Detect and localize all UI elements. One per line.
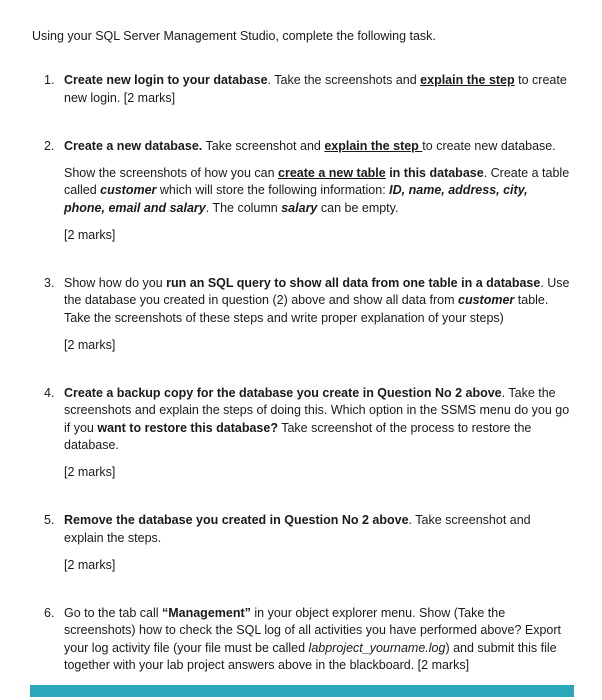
text-segment: in your object explorer menu. Show (Take the screenshots) how to check the SQL log of all activities you have performed above? Export your log activity file (your file must be called	[64, 606, 562, 655]
text-segment: Create a new database.	[64, 138, 203, 153]
text-segment: . Take the screenshots and	[267, 73, 421, 88]
marks-text: [2 marks]	[64, 557, 116, 572]
text-segment: Take screenshot and	[202, 138, 325, 153]
task-item-3	[32, 275, 572, 354]
text-segment: . Use the database you created in question (2) above and show all data from	[64, 276, 570, 308]
text-segment: run an SQL query to show all data from one table in a database	[166, 276, 541, 290]
text-segment: labproject_yourname.log	[308, 640, 446, 655]
text-segment: create a new table	[278, 166, 386, 180]
text-segment: Create new login to your database	[64, 73, 268, 88]
text-segment: in this database	[389, 166, 484, 180]
item-paragraph	[64, 605, 572, 674]
text-segment: customer	[100, 183, 157, 198]
item-number: 4.	[44, 386, 55, 400]
task-item-5	[32, 512, 572, 574]
text-segment: want to restore this database?	[97, 420, 278, 435]
item-content	[64, 275, 572, 354]
text-segment: customer	[458, 293, 515, 308]
item-paragraph	[64, 385, 572, 454]
task-item-4	[32, 385, 572, 481]
item-content	[64, 138, 572, 244]
text-segment: . Create a table called	[64, 166, 570, 198]
text-segment: . Take the screenshots and explain the steps of doing this. Which option in the SSMS menu do you go if you	[64, 386, 570, 435]
marks-text: [2 marks]	[64, 227, 116, 242]
text-segment: Create a backup copy for the database you create in Question No 2 above	[64, 386, 502, 400]
text-segment: can be empty.	[317, 200, 399, 215]
task-item-6	[32, 605, 572, 674]
text-segment: ID, name, address, city, phone, email and salary	[64, 183, 528, 215]
text-segment: explain the step	[324, 138, 423, 153]
marks-text: [2 marks]	[64, 337, 116, 352]
text-segment: . Take screenshot and explain the steps.	[64, 513, 531, 545]
text-segment: table. Take the screenshots of these steps and write proper explanation of your steps)	[64, 293, 549, 325]
text-segment: which will store the following information:	[156, 183, 390, 198]
item-number: 5.	[44, 513, 55, 528]
item-number: 2.	[44, 138, 55, 153]
item-paragraph	[64, 138, 572, 155]
item-content	[64, 72, 572, 107]
item-content	[64, 385, 572, 481]
item-number: 3.	[44, 276, 55, 290]
item-number: 6.	[44, 606, 55, 620]
text-segment: to create new login. [2 marks]	[64, 73, 567, 105]
marks-text: [2 marks]	[64, 465, 116, 479]
item-paragraph	[64, 72, 572, 107]
text-segment: Show the screenshots of how you can	[64, 166, 279, 180]
task-item-2	[32, 138, 572, 244]
item-content	[64, 605, 572, 674]
text-segment: to create new database.	[422, 138, 556, 153]
item-paragraph	[64, 275, 572, 327]
task-item-1	[32, 72, 572, 107]
text-segment: Remove the database you created in Question No 2 above	[64, 513, 409, 528]
item-paragraph	[64, 512, 572, 547]
text-segment: salary	[281, 200, 318, 215]
text-segment: explain the step	[420, 73, 515, 88]
intro-text: Using your SQL Server Management Studio, complete the following task.	[32, 29, 436, 43]
text-segment: Go to the tab call	[64, 606, 162, 620]
text-segment: ) and submit this file together with your lab project answers above in the blackboard. [2 marks]	[64, 640, 557, 672]
text-segment: . The column	[205, 200, 282, 215]
item-number: 1.	[44, 73, 55, 88]
text-segment: “Management”	[161, 606, 251, 620]
item-paragraph	[64, 165, 572, 217]
footer-bar	[30, 685, 574, 697]
item-content	[64, 512, 572, 574]
text-segment: Take screenshot of the process to restore the database.	[64, 420, 532, 452]
text-segment: Show how do you	[64, 276, 167, 290]
